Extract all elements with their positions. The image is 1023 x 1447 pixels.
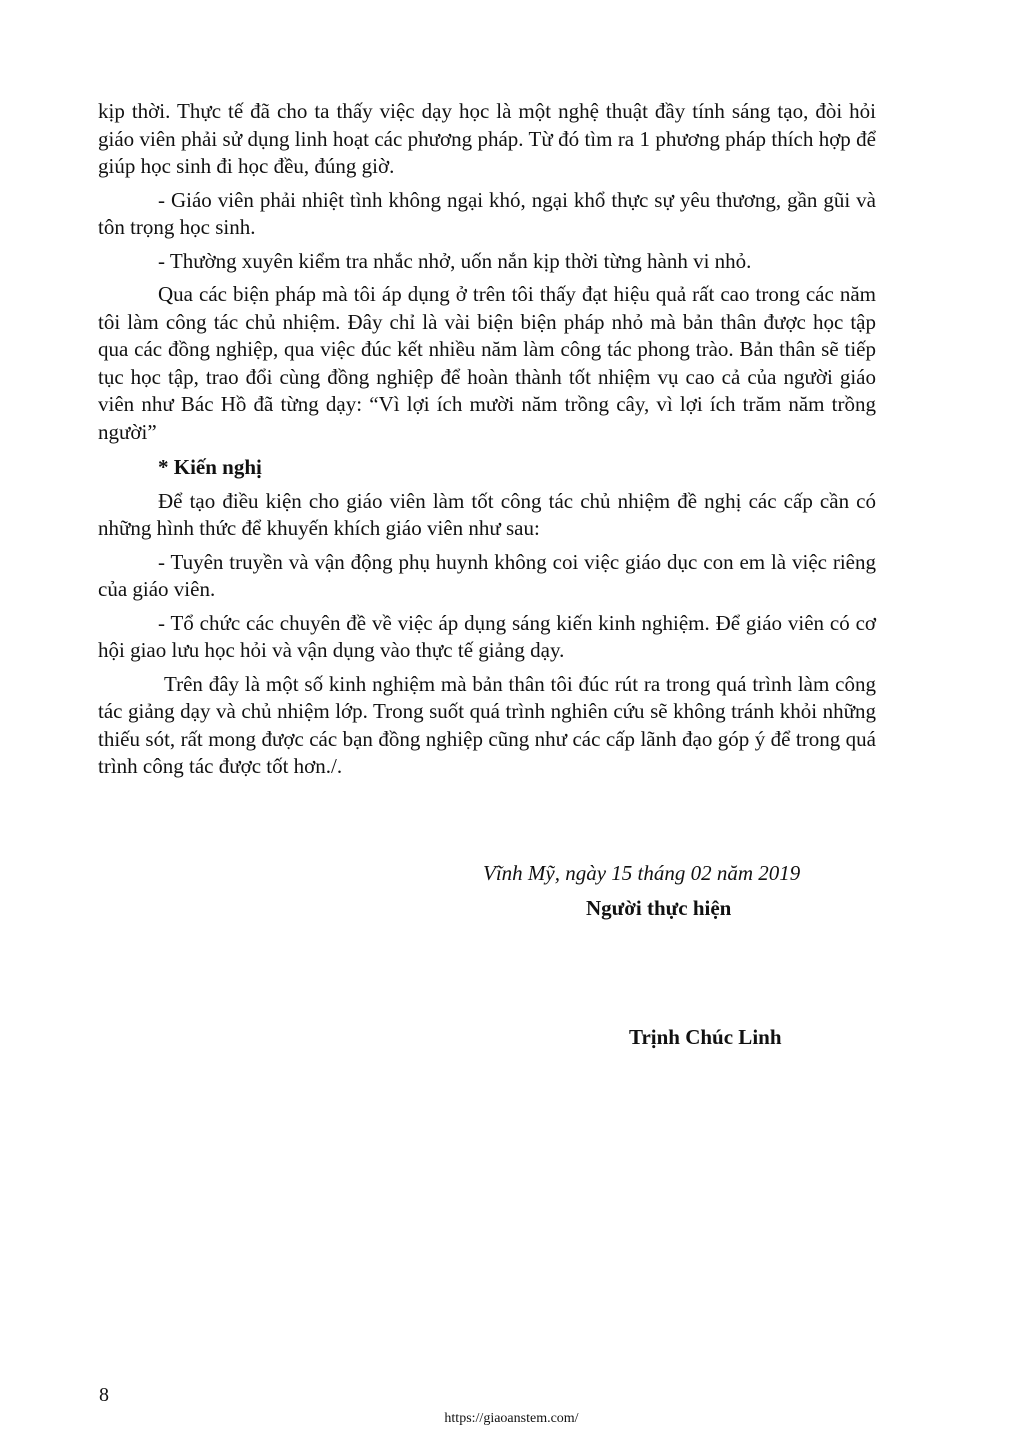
paragraph-teacher-enthusiasm: - Giáo viên phải nhiệt tình không ngại khó, ngại khổ thực sự yêu thương, gần gũi và tôn trọng học sinh. xyxy=(98,187,876,239)
recommendation-intro: Để tạo điều kiện cho giáo viên làm tốt công tác chủ nhiệm đề nghị các cấp cần có những hình thức để khuyến khích giáo viên như sau: xyxy=(98,488,876,540)
signature-name: Trịnh Chúc Linh xyxy=(629,1025,782,1049)
recommendation-item: - Tổ chức các chuyên đề về việc áp dụng sáng kiến kinh nghiệm. Để giáo viên có cơ hội giao lưu học hỏi và vận dụng vào thực tế giảng dạy. xyxy=(98,610,876,662)
document-body xyxy=(98,98,876,787)
recommendation-item: - Tuyên truyền và vận động phụ huynh không coi việc giáo dục con em là việc riêng của giáo viên. xyxy=(98,549,876,601)
closing-paragraph: Trên đây là một số kinh nghiệm mà bản thân tôi đúc rút ra trong quá trình làm công tác giảng dạy và chủ nhiệm lớp. Trong suốt quá trình nghiên cứu sẽ không tránh khỏi những thiếu sót, rất mong được các bạn đồng nghiệp cũng như các cấp lãnh đạo góp ý để trong quá trình công tác được tốt hơn./. xyxy=(98,671,876,778)
paragraph-regular-check: - Thường xuyên kiểm tra nhắc nhở, uốn nắn kịp thời từng hành vi nhỏ. xyxy=(158,248,752,273)
section-heading-recommendations: * Kiến nghị xyxy=(158,455,262,479)
paragraph-continuation: kịp thời. Thực tế đã cho ta thấy việc dạy học là một nghệ thuật đầy tính sáng tạo, đòi hỏi giáo viên phải sử dụng linh hoạt các phương pháp. Từ đó tìm ra 1 phương pháp thích hợp để giúp học sinh đi học đều, đúng giờ. xyxy=(98,99,876,178)
signature-date: Vĩnh Mỹ, ngày 15 tháng 02 năm 2019 xyxy=(483,861,801,885)
signature-role: Người thực hiện xyxy=(586,896,732,920)
page-number: 8 xyxy=(99,1384,109,1406)
footer-url: https://giaoanstem.com/ xyxy=(444,1411,579,1426)
paragraph-summary: Qua các biện pháp mà tôi áp dụng ở trên tôi thấy đạt hiệu quả rất cao trong các năm tôi làm công tác chủ nhiệm. Đây chỉ là vài biện biện pháp nhỏ mà bản thân được học tập qua các đồng nghiệp, qua việc đúc kết nhiều năm làm công tác phong trào. Bản thân sẽ tiếp tục học tập, trao đổi cùng đồng nghiệp để hoàn thành tốt nhiệm vụ cao cả của người giáo viên như Bác Hồ đã từng dạy: “Vì lợi ích mười năm trồng cây, vì lợi ích trăm năm trồng người” xyxy=(98,282,876,444)
